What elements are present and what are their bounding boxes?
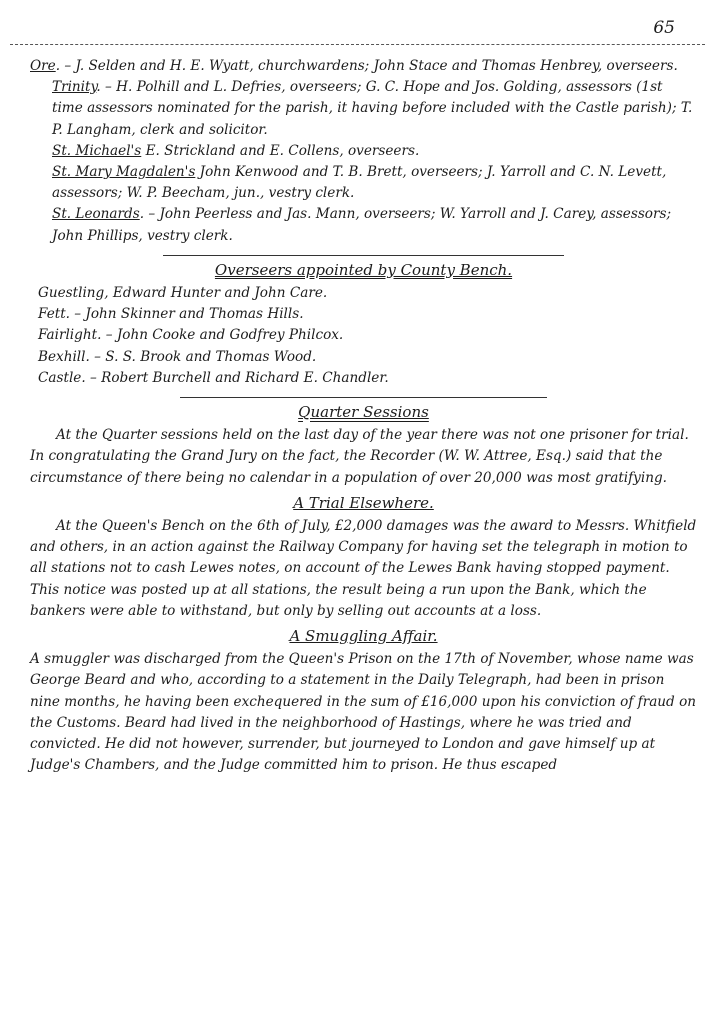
top-rule xyxy=(10,44,705,45)
parish-entry-trinity xyxy=(30,77,697,141)
list-item: Castle. – Robert Burchell and Richard E. Chandler. xyxy=(38,369,389,386)
heading-text: Quarter Sessions xyxy=(298,403,429,422)
parish-entry-st-mary-magdalens xyxy=(30,162,697,204)
list-item: Fairlight. – John Cooke and Godfrey Philcox. xyxy=(38,327,344,344)
section-divider xyxy=(163,255,563,256)
trial-elsewhere-body: At the Queen's Bench on the 6th of July, £2,000 damages was the award to Messrs. Whitfield and others, in an action against the Railway Company for having set the telegraph in motion to all stations not to cash Lewes notes, on account of the Lewes Bank having stopped payment. This notice was posted up at all stations, the result being a run upon the Bank, which the bankers were able to withstand, but only by selling out accounts at a loss. xyxy=(30,518,697,619)
page-number: 65 xyxy=(653,18,675,38)
quarter-sessions-heading xyxy=(30,402,697,423)
parish-text: E. Strickland and E. Collens, overseers. xyxy=(141,142,420,159)
parish-text: John Kenwood and T. B. Brett, overseers; J. Yarroll and C. N. Levett, assessors; W. P. Beecham, jun., vestry clerk. xyxy=(52,164,667,202)
parish-text: . – J. Selden and H. E. Wyatt, churchwardens; John Stace and Thomas Henbrey, overseers. xyxy=(55,58,678,74)
parish-name: St. Leonards xyxy=(52,206,140,223)
heading-text: A Trial Elsewhere. xyxy=(293,493,434,512)
parish-name: Trinity xyxy=(52,79,97,96)
list-item: Fett. – John Skinner and Thomas Hills. xyxy=(38,306,304,323)
parish-text: . – H. Polhill and L. Defries, overseers; G. C. Hope and Jos. Golding, assessors (1st time assessors nominated for the parish, it having before included with the Castle parish); T. P. Langham, clerk and solicitor. xyxy=(52,79,693,138)
list-item: Guestling, Edward Hunter and John Care. xyxy=(38,285,328,302)
heading-text: A Smuggling Affair. xyxy=(289,627,438,646)
list-item: Bexhill. – S. S. Brook and Thomas Wood. xyxy=(38,348,317,365)
smuggling-affair-body: A smuggler was discharged from the Queen's Prison on the 17th of November, whose name was George Beard and who, according to a statement in the Daily Telegraph, had been in prison nine months, he having been exchequered in the sum of £16,000 upon his conviction of fraud on the Customs. Beard had lived in the neighborhood of Hastings, where he was tried and convicted. He did not however, surrender, but journeyed to London and gave himself up at Judge's Chambers, and the Judge committed him to prison. He thus escaped xyxy=(30,651,697,774)
parish-entry-st-leonards xyxy=(30,204,697,246)
section-divider xyxy=(180,397,547,398)
county-bench-heading xyxy=(30,260,697,281)
county-bench-list xyxy=(30,283,697,389)
trial-elsewhere-heading xyxy=(30,493,697,514)
parish-name: Ore xyxy=(30,58,56,74)
parish-name: St. Mary Magdalen's xyxy=(52,164,196,181)
smuggling-affair-heading xyxy=(30,626,697,647)
heading-text: Overseers appointed by County Bench. xyxy=(214,260,513,279)
parish-text: . – John Peerless and Jas. Mann, overseers; W. Yarroll and J. Carey, assessors; John Phillips, vestry clerk. xyxy=(52,206,672,244)
parish-entry-st-michaels xyxy=(30,141,697,162)
parish-name: St. Michael's xyxy=(52,142,142,159)
parish-entry-ore xyxy=(30,56,697,77)
page-content xyxy=(30,56,697,777)
quarter-sessions-body: At the Quarter sessions held on the last day of the year there was not one prisoner for trial. In congratulating the Grand Jury on the fact, the Recorder (W. W. Attree, Esq.) said that the circumstance of there being no calendar in a population of over 20,000 was most gratifying. xyxy=(30,427,689,486)
